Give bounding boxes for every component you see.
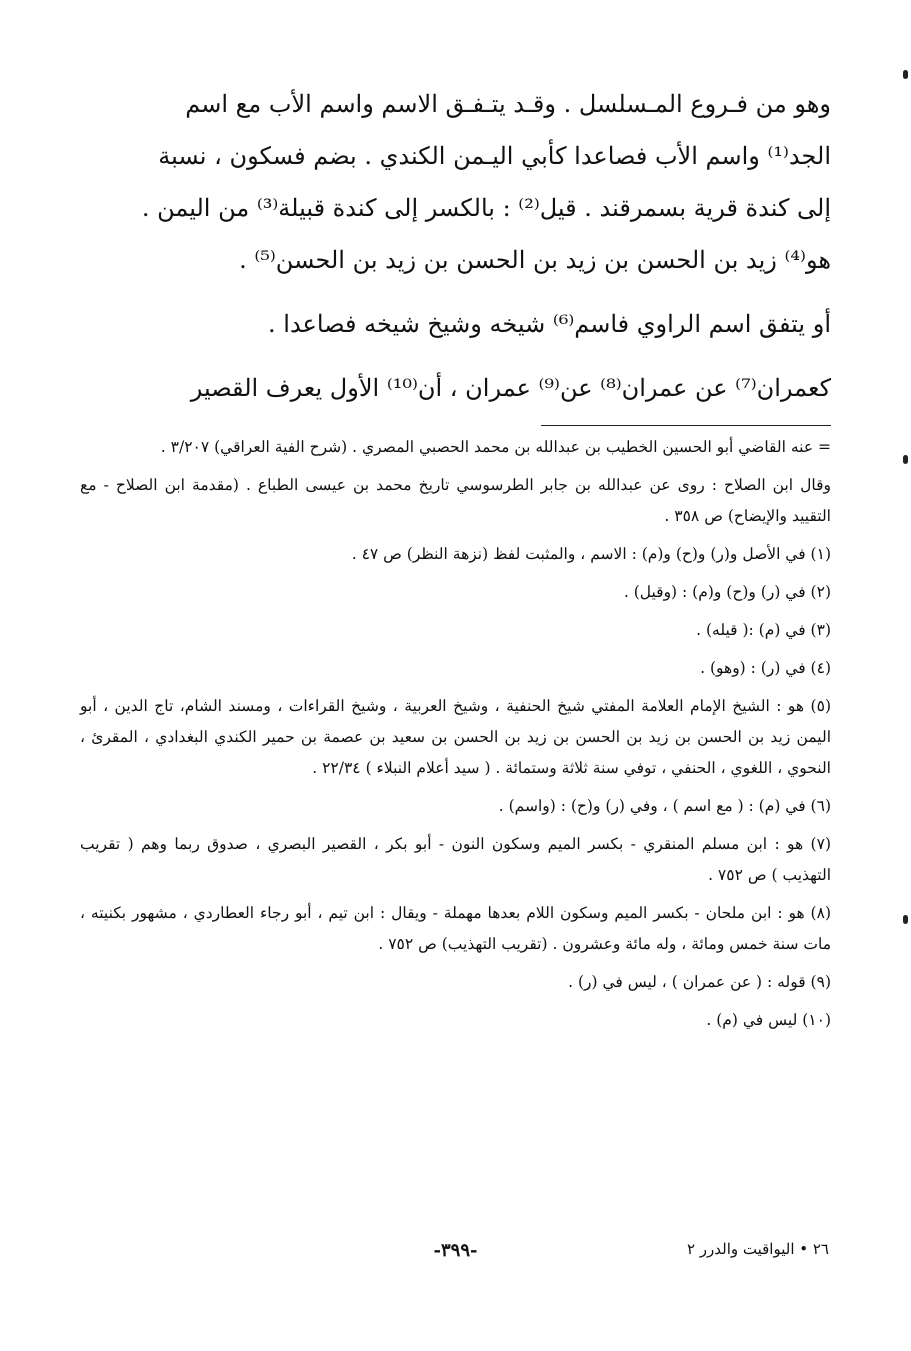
footnotes [80, 432, 831, 1043]
footnote-8: (٨) هو : ابن ملحان - بكسر الميم وسكون اللام بعدها مهملة - ويقال : ابن تيم ، أبو رجاء العطاردي ، مشهور بكنيته ، مات سنة خمس ومائة ، وله مائة وعشرون . (تقريب التهذيب) ص ٧٥٢ . [80, 904, 831, 953]
footnote-7: (٧) هو : ابن مسلم المنقري - بكسر الميم وسكون النون - أبو بكر ، القصير البصري ، صدوق ربما وهم ( تقريب التهذيب ) ص ٧٥٢ . [80, 835, 831, 884]
footnote-4: (٤) في (ر) : (وهو) . [700, 659, 831, 677]
scan-margin-mark [903, 70, 908, 79]
main-line-3: إلى كندة قرية بسمرقند . قيل⁽²⁾ : بالكسر إلى كندة قبيلة⁽³⁾ من اليمن . [141, 194, 831, 222]
main-text [80, 78, 831, 414]
footnote-continuation: وقال ابن الصلاح : روى عن عبدالله بن جابر الطرسوسي تاريخ محمد بن عيسى الطباع . (مقدمة ابن الصلاح - مع التقييد والإيضاح) ص ٣٥٨ . [80, 476, 831, 525]
main-line-5: أو يتفق اسم الراوي فاسم⁽⁶⁾ شيخه وشيخ شيخه فصاعدا . [268, 310, 831, 338]
footnote-separator [541, 425, 831, 426]
page-number: -٣٩٩- [433, 1240, 478, 1261]
footnote-3: (٣) في (م) :( قيله) . [696, 621, 831, 639]
footnote-1: (١) في الأصل و(ر) و(ح) و(م) : الاسم ، والمثبت لفظ (نزهة النظر) ص ٤٧ . [351, 545, 831, 563]
footnote-6: (٦) في (م) : ( مع اسم ) ، وفي (ر) و(ح) : (واسم) . [498, 797, 831, 815]
main-line-6: كعمران⁽⁷⁾ عن عمران⁽⁸⁾ عن⁽⁹⁾ عمران ، أن⁽¹⁰⁾ الأول يعرف القصير [190, 374, 831, 402]
footnote-10: (١٠) ليس في (م) . [706, 1011, 831, 1029]
footnote-continuation: = عنه القاضي أبو الحسين الخطيب بن عبدالله بن محمد الحصبي المصري . (شرح الفية العراقي) ٣/٢٠٧ . [160, 438, 831, 456]
scan-margin-mark [903, 455, 908, 464]
main-line-1: وهو من فـروع المـسلسل . وقـد يتـفـق الاسم واسم الأب مع اسم [185, 90, 831, 118]
running-title: ٢٦ • اليواقيت والدرر ٢ [686, 1240, 829, 1258]
footnote-2: (٢) في (ر) و(ح) و(م) : (وقيل) . [623, 583, 831, 601]
footnote-5: (٥) هو : الشيخ الإمام العلامة المفتي شيخ الحنفية ، وشيخ العربية ، وشيخ القراءات ، ومسند الشام، تاج الدين ، أبو اليمن زيد بن الحسن بن زيد بن الحسن بن زيد بن الحسن بن سعيد بن عصمة بن حمير الكندي البغدادي ، المقرئ ، النحوي ، اللغوي ، الحنفي ، توفي سنة ثلاثة وستمائة . ( سيد أعلام النبلاء ) ٢٢/٣٤ . [80, 697, 831, 777]
footnote-9: (٩) قوله : ( عن عمران ) ، ليس في (ر) . [568, 973, 831, 991]
main-line-4: هو⁽⁴⁾ زيد بن الحسن بن زيد بن الحسن بن زيد بن الحسن⁽⁵⁾ . [239, 246, 831, 274]
main-line-2: الجد⁽¹⁾ واسم الأب فصاعدا كأبي اليـمن الكندي . بضم فسكون ، نسبة [158, 142, 831, 170]
scan-margin-mark [903, 915, 908, 924]
